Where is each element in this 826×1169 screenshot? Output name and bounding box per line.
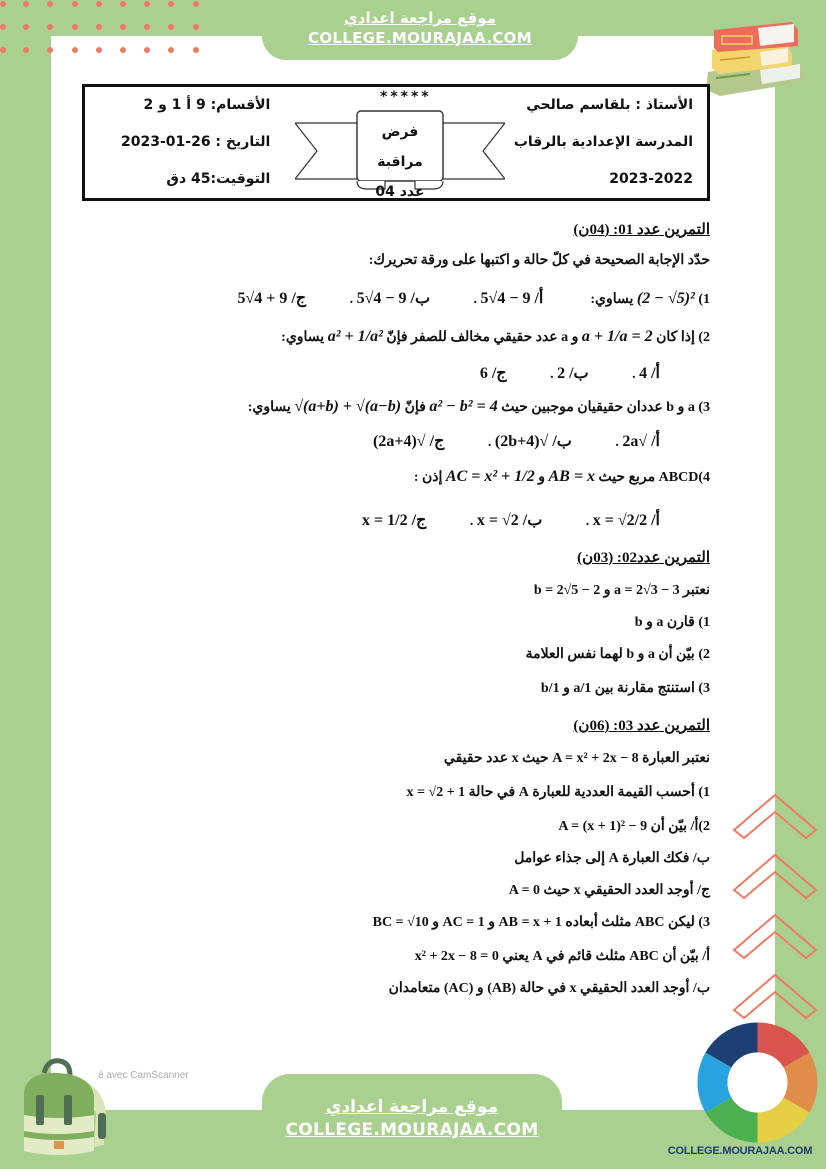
exercise-1-instructions: حدّد الإجابة الصحيحة في كلّ حالة و اكتبها على ورقة تحريرك: <box>368 253 710 268</box>
site-name-arabic: موقع مراجعة اعدادي <box>325 1097 499 1117</box>
classes: الأقسام: 9 أ 1 و 2 <box>143 97 271 113</box>
option-c: ج/ 6 <box>479 365 507 382</box>
exam-number: عدد 04 <box>375 184 425 200</box>
exam-title <box>360 117 440 207</box>
exercise-1-question-4: 4)ABCD مربع حيث AB = x و AC = x² + 1/2 إذن : <box>413 468 710 485</box>
exercise-3-item-3: 3) ليكن ABC مثلث أبعاده AB = x + 1 و AC = 1 و BC = √10 <box>372 915 710 930</box>
exercise-3-item-2a: 2)أ/ بيّن أن A = (x + 1)² − 9 <box>558 819 710 834</box>
exercise-2-item-1: 1) قارن a و b <box>634 615 710 630</box>
exercise-3-title: التمرين عدد 03: (06ن) <box>573 718 710 734</box>
option-a: أ/ √2a <box>622 433 660 450</box>
option-b: ب/ 9 − 4√5 <box>356 290 431 307</box>
option-b: ب/ x = √2 <box>476 512 543 529</box>
exercise-3-intro: نعتبر العبارة A = x² + 2x − 8 حيث x عدد حقيقي <box>443 751 710 766</box>
option-b: ب/ 2 <box>557 365 589 382</box>
exercise-1-title: التمرين عدد 01: (04ن) <box>573 222 710 238</box>
books-stack-icon <box>700 10 810 98</box>
site-url-link[interactable]: COLLEGE.MOURAJAA.COM <box>308 29 532 47</box>
exercise-3-item-2b: ب/ فكك العبارة A إلى جذاء عوامل <box>514 851 710 866</box>
exercise-3-item-2c: ج/ أوجد العدد الحقيقي x حيث A = 0 <box>508 883 710 898</box>
option-c: ج/ x = 1/2 <box>362 512 427 529</box>
header-school-info <box>514 87 693 198</box>
option-c: ج/ 9 + 4√5 <box>237 290 307 307</box>
school-year: 2023-2022 <box>609 171 693 187</box>
exercise-3-item-3a: أ/ بيّن أن ABC مثلث قائم في A يعني x² + 2x − 8 = 0 <box>414 949 710 964</box>
site-banner-top[interactable] <box>262 0 578 60</box>
chevron-up-decoration-icon <box>730 790 820 1040</box>
site-url-link[interactable]: COLLEGE.MOURAJAA.COM <box>285 1120 539 1140</box>
option-a: أ/ x = √2/2 <box>592 512 660 529</box>
exercise-2-intro: نعتبر a = 2√3 − 3 و b = 2√5 − 2 <box>533 583 710 598</box>
exercise-1-question-3-options: أ/ √2a . ب/ √(2b+4) . ج/ √(2a+4) <box>373 433 660 450</box>
exercise-1-question-2: 2) إذا كان a + 1/a = 2 و a عدد حقيقي مخالف للصفر فإنّ a² + 1/a² يساوي: <box>281 328 710 345</box>
exam-date: التاريخ : 26-01-2023 <box>121 134 271 150</box>
stars-decoration: ***** <box>380 89 432 105</box>
exercise-1-question-1: 1) (2 − √5)² يساوي: أ/ 9 − 4√5 . ب/ 9 − 4√5 . ج/ 9 + 4√5 <box>237 290 710 307</box>
green-frame-left <box>2 0 51 1110</box>
exercise-3-item-1: 1) أحسب القيمة العددية للعبارة A في حالة x = √2 + 1 <box>406 785 710 800</box>
header-class-info <box>121 87 270 198</box>
backpack-icon <box>14 1055 110 1160</box>
exercise-1-question-2-options: أ/ 4 . ب/ 2 . ج/ 6 <box>479 365 660 382</box>
teacher-name: الأستاذ : بلقاسم صالحي <box>526 97 693 113</box>
option-b: ب/ √(2b+4) <box>494 433 572 450</box>
logo-caption: COLLEGE.MOURAJAA.COM <box>667 1145 813 1157</box>
site-logo-wheel-icon[interactable] <box>695 1020 820 1145</box>
option-a: أ/ 4 <box>639 365 660 382</box>
exercise-1-question-3: 3) a و b عددان حقيقيان موجبين حيث a² − b² = 4 فإنّ √(a+b) + √(a−b) يساوي: <box>247 398 710 415</box>
exercise-2-item-3: 3) استنتج مقارنة بين 1/a و 1/b <box>540 681 710 696</box>
school-name: المدرسة الإعدادية بالرقاب <box>513 134 693 150</box>
exercise-2-item-2: 2) بيّن أن a و b لهما نفس العلامة <box>525 647 710 662</box>
option-c: ج/ √(2a+4) <box>373 433 445 450</box>
exercise-3-item-3b: ب/ أوجد العدد الحقيقي x في حالة (AB) و (AC) متعامدان <box>388 981 710 996</box>
exam-duration: التوقيت:45 دق <box>166 171 271 187</box>
exercise-1-question-4-options: أ/ x = √2/2 . ب/ x = √2 . ج/ x = 1/2 <box>362 512 660 529</box>
scanner-watermark: é avec CamScanner <box>98 1070 189 1081</box>
exercise-2-title: التمرين عدد02: (03ن) <box>577 550 710 566</box>
exam-type: فرض مراقبة <box>377 124 423 170</box>
exam-header-box <box>82 84 710 201</box>
site-banner-bottom[interactable] <box>262 1074 562 1169</box>
site-name-arabic: موقع مراجعة اعدادي <box>344 9 496 27</box>
option-a: أ/ 9 − 4√5 <box>480 290 544 307</box>
